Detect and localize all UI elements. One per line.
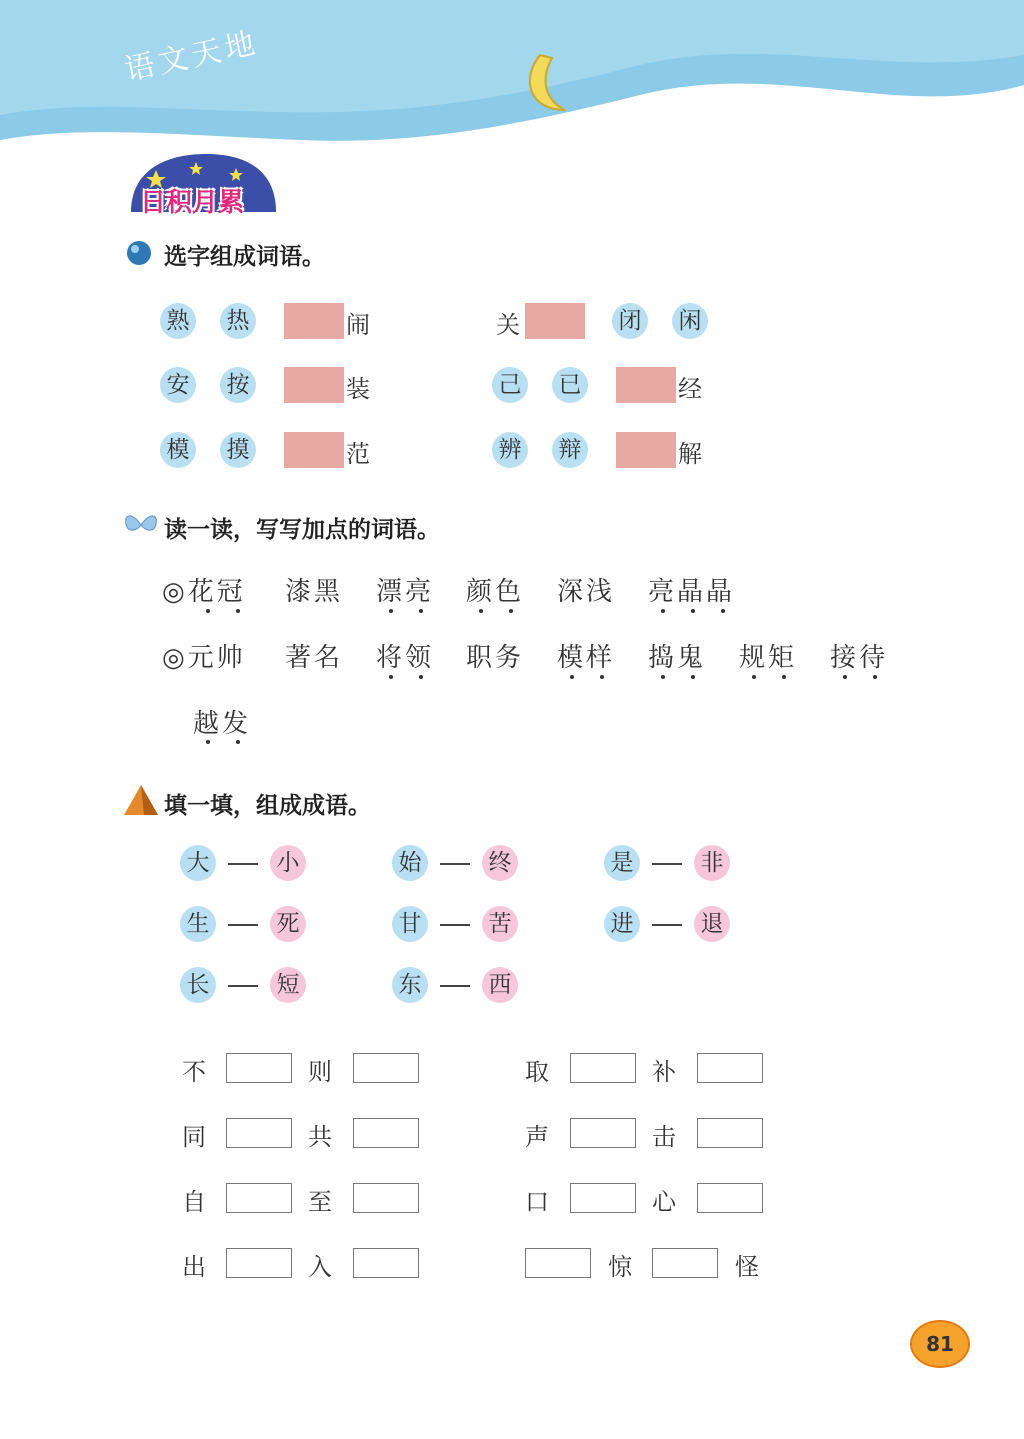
fill-blank[interactable] <box>525 1248 591 1278</box>
emphasis-dot <box>389 675 393 679</box>
pair-char: 死 <box>270 906 306 942</box>
fill-blank[interactable] <box>570 1053 636 1083</box>
dash <box>228 985 258 987</box>
idiom-char: 则 <box>308 1058 332 1086</box>
idiom-char: 口 <box>525 1188 549 1216</box>
word-item: 将领 <box>376 643 435 673</box>
word-item: 漆黑 <box>285 577 344 607</box>
idiom-char: 入 <box>308 1253 332 1281</box>
pair-char: 西 <box>482 967 518 1003</box>
emphasis-dot <box>479 609 483 613</box>
choice-char: 闭 <box>612 303 648 339</box>
emphasis-dot <box>206 740 210 744</box>
emphasis-dot <box>691 675 695 679</box>
answer-box[interactable] <box>525 303 585 339</box>
dash <box>440 863 470 865</box>
fixed-char: 范 <box>346 440 370 468</box>
emphasis-dot <box>509 609 513 613</box>
header-title: 语文天地 <box>121 25 262 89</box>
word-item: 深浅 <box>557 577 616 607</box>
emphasis-dot <box>570 675 574 679</box>
word-item: 越发 <box>193 709 252 739</box>
dash <box>440 985 470 987</box>
pair-char: 退 <box>694 906 730 942</box>
pair-char: 东 <box>392 967 428 1003</box>
emphasis-dot <box>419 675 423 679</box>
fill-blank[interactable] <box>226 1118 292 1148</box>
dash <box>228 924 258 926</box>
idiom-char: 自 <box>182 1188 206 1216</box>
word-item: ◎元帅 <box>162 643 246 673</box>
pyramid-icon <box>122 783 160 817</box>
fill-blank[interactable] <box>570 1183 636 1213</box>
word-item: 漂亮 <box>376 577 435 607</box>
pair-char: 终 <box>482 845 518 881</box>
dash <box>652 924 682 926</box>
idiom-char: 补 <box>652 1058 676 1086</box>
idiom-char: 取 <box>525 1058 549 1086</box>
pair-char: 是 <box>604 845 640 881</box>
section3-heading: 填一填，组成成语。 <box>164 793 371 819</box>
page-number: 81 <box>910 1320 970 1368</box>
emphasis-dot <box>721 609 725 613</box>
fill-blank[interactable] <box>652 1248 718 1278</box>
fill-blank[interactable] <box>353 1118 419 1148</box>
fixed-char: 闹 <box>346 311 370 339</box>
emphasis-dot <box>752 675 756 679</box>
pair-char: 始 <box>392 845 428 881</box>
idiom-char: 共 <box>308 1123 332 1151</box>
idiom-char: 怪 <box>735 1253 759 1281</box>
fixed-char: 关 <box>496 311 520 339</box>
fill-blank[interactable] <box>353 1183 419 1213</box>
word-item: 亮晶晶 <box>648 577 736 607</box>
answer-box[interactable] <box>284 303 344 339</box>
answer-box[interactable] <box>284 432 344 468</box>
idiom-char: 同 <box>182 1123 206 1151</box>
dash <box>440 924 470 926</box>
choice-char: 辩 <box>552 432 588 468</box>
dash <box>228 863 258 865</box>
pair-char: 进 <box>604 906 640 942</box>
answer-box[interactable] <box>616 367 676 403</box>
choice-char: 已 <box>552 367 588 403</box>
word-item: 规矩 <box>739 643 798 673</box>
fill-blank[interactable] <box>226 1248 292 1278</box>
fill-blank[interactable] <box>697 1183 763 1213</box>
fill-blank[interactable] <box>353 1053 419 1083</box>
idiom-char: 击 <box>652 1123 676 1151</box>
emphasis-dot <box>236 609 240 613</box>
word-item: 著名 <box>285 643 344 673</box>
fill-blank[interactable] <box>570 1118 636 1148</box>
word-item: 捣鬼 <box>648 643 707 673</box>
emphasis-dot <box>843 675 847 679</box>
idiom-char: 至 <box>308 1188 332 1216</box>
fill-blank[interactable] <box>697 1053 763 1083</box>
emphasis-dot <box>206 609 210 613</box>
word-item: ◎花冠 <box>162 577 246 607</box>
pair-char: 大 <box>180 845 216 881</box>
pair-char: 长 <box>180 967 216 1003</box>
choice-char: 摸 <box>220 432 256 468</box>
fixed-char: 解 <box>678 440 702 468</box>
pair-char: 苦 <box>482 906 518 942</box>
badge-label: 日积月累 <box>140 188 245 218</box>
emphasis-dot <box>782 675 786 679</box>
word-item: 模样 <box>557 643 616 673</box>
pair-char: 短 <box>270 967 306 1003</box>
section2-heading: 读一读，写写加点的词语。 <box>164 517 440 543</box>
butterfly-icon <box>122 510 160 540</box>
emphasis-dot <box>419 609 423 613</box>
choice-char: 熟 <box>160 303 196 339</box>
emphasis-dot <box>691 609 695 613</box>
pair-char: 生 <box>180 906 216 942</box>
answer-box[interactable] <box>616 432 676 468</box>
section1-heading: 选字组成词语。 <box>164 244 325 270</box>
choice-char: 己 <box>492 367 528 403</box>
idiom-char: 不 <box>182 1058 206 1086</box>
word-item: 颜色 <box>466 577 525 607</box>
idiom-char: 惊 <box>608 1253 632 1281</box>
fill-blank[interactable] <box>226 1183 292 1213</box>
choice-char: 闲 <box>672 303 708 339</box>
emphasis-dot <box>236 740 240 744</box>
emphasis-dot <box>389 609 393 613</box>
word-item: 职务 <box>466 643 525 673</box>
fill-blank[interactable] <box>697 1118 763 1148</box>
word-item: 接待 <box>830 643 889 673</box>
fixed-char: 装 <box>346 375 370 403</box>
pair-char: 非 <box>694 845 730 881</box>
fill-blank[interactable] <box>226 1053 292 1083</box>
emphasis-dot <box>661 609 665 613</box>
choice-char: 热 <box>220 303 256 339</box>
choice-char: 安 <box>160 367 196 403</box>
fill-blank[interactable] <box>353 1248 419 1278</box>
dash <box>652 863 682 865</box>
answer-box[interactable] <box>284 367 344 403</box>
pair-char: 小 <box>270 845 306 881</box>
choice-char: 辨 <box>492 432 528 468</box>
idiom-char: 出 <box>182 1253 206 1281</box>
emphasis-dot <box>600 675 604 679</box>
pair-char: 甘 <box>392 906 428 942</box>
choice-char: 模 <box>160 432 196 468</box>
idiom-char: 声 <box>525 1123 549 1151</box>
emphasis-dot <box>661 675 665 679</box>
fixed-char: 经 <box>678 375 702 403</box>
blue-ball-icon <box>124 238 154 268</box>
choice-char: 按 <box>220 367 256 403</box>
emphasis-dot <box>873 675 877 679</box>
idiom-char: 心 <box>652 1188 676 1216</box>
